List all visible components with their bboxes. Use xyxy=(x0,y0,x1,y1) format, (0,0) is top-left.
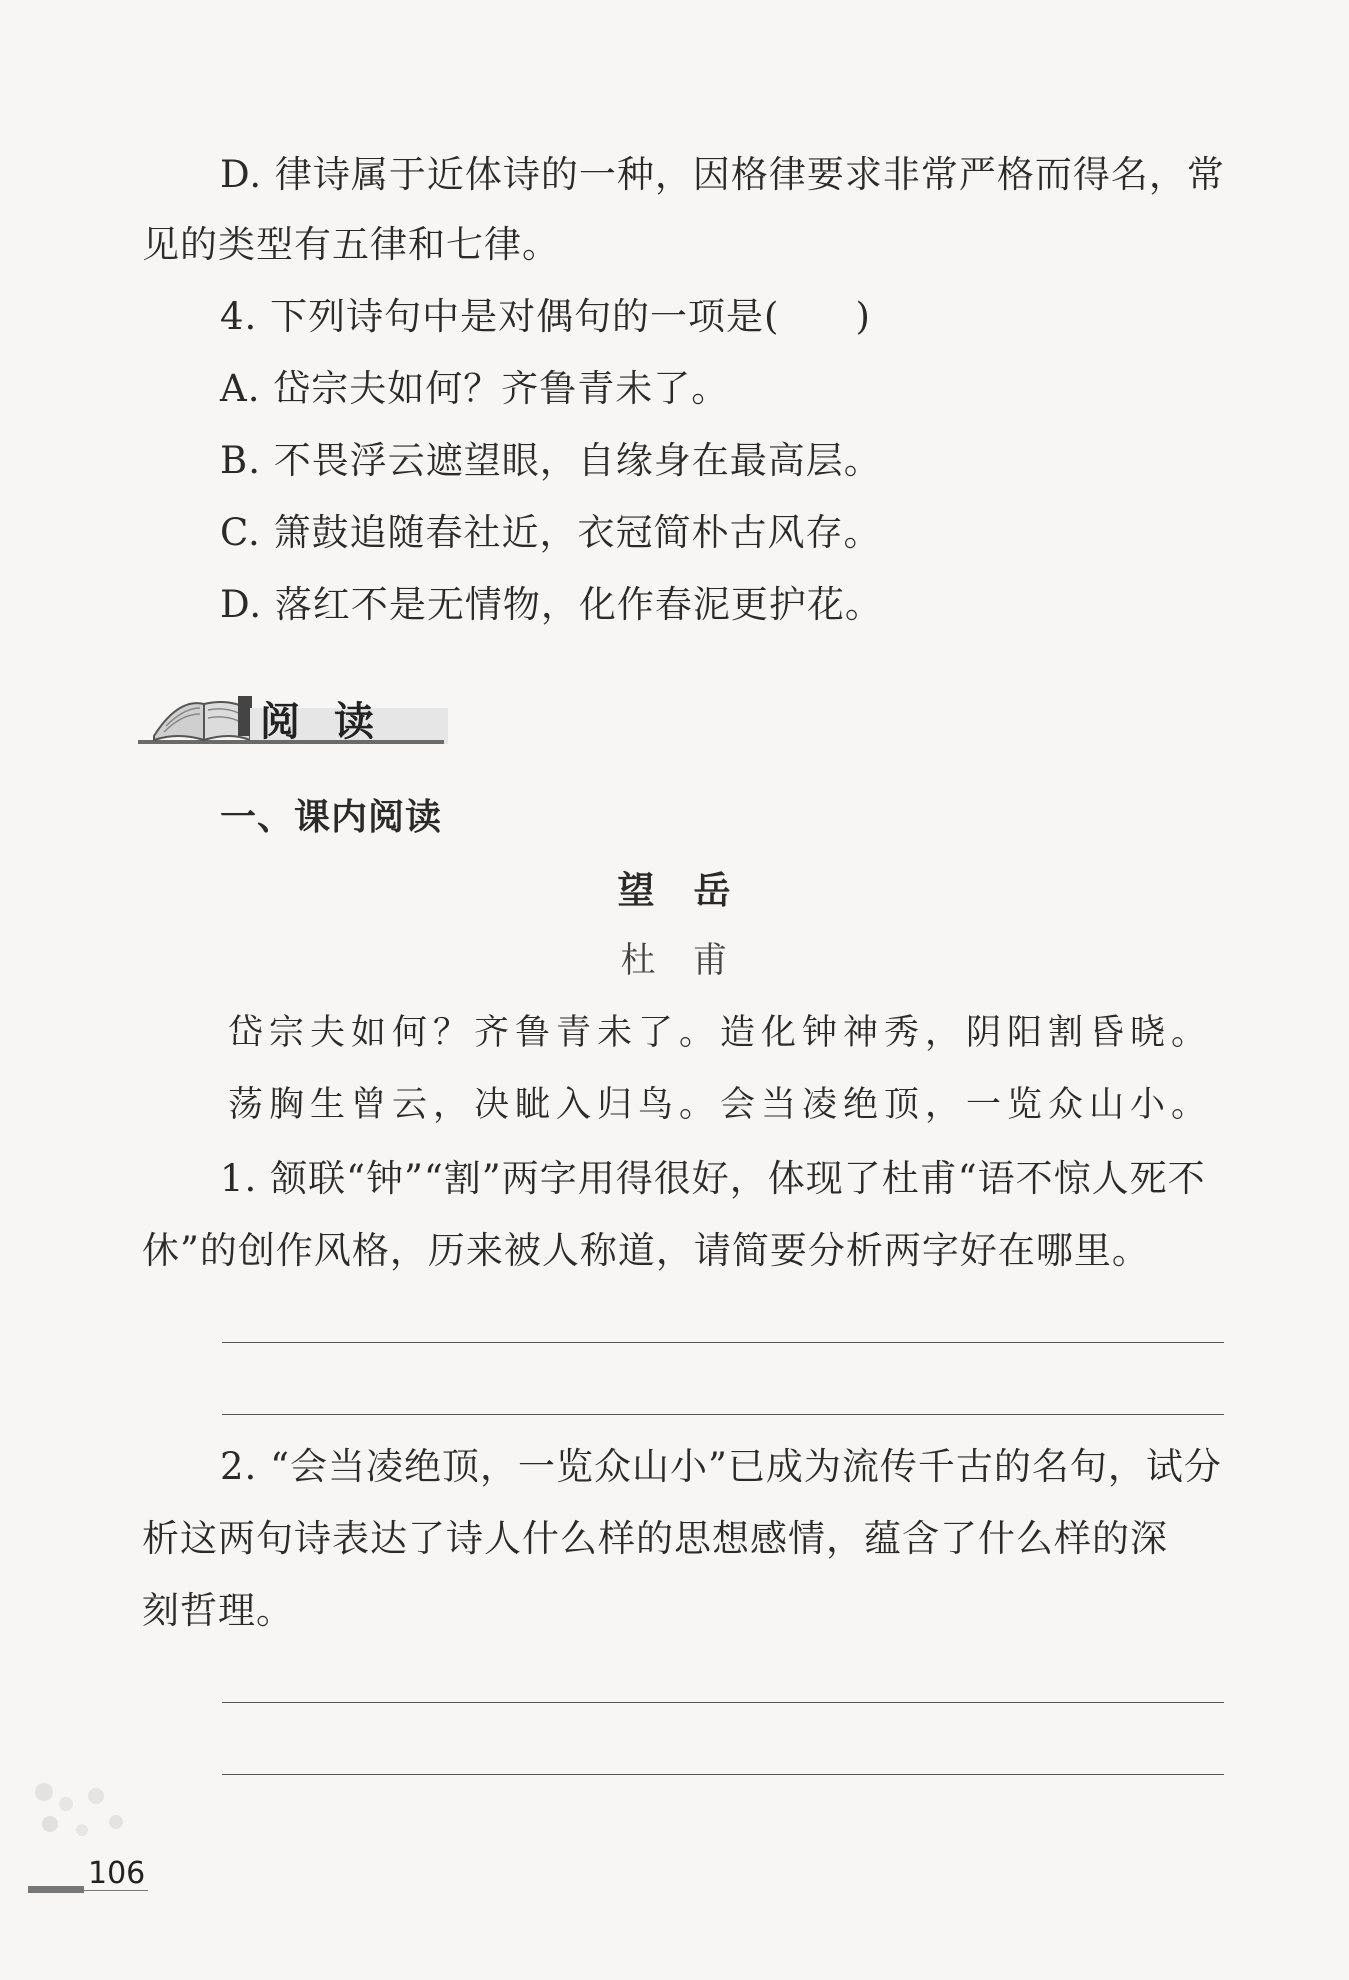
page-number: 106 xyxy=(88,1856,146,1891)
section-title: 阅读 xyxy=(260,699,408,745)
answer-line[interactable] xyxy=(222,1702,1224,1703)
q3-option-d-line2: 见的类型有五律和七律。 xyxy=(142,223,560,266)
q4-stem: 4. 下列诗句中是对偶句的一项是( ) xyxy=(220,295,871,338)
page-number-bar xyxy=(28,1886,84,1893)
answer-line[interactable] xyxy=(222,1342,1224,1343)
q2-line1: 2. “会当凌绝顶，一览众山小”已成为流传千古的名句，试分 xyxy=(220,1445,1222,1488)
poem-title: 望 岳 xyxy=(617,869,732,912)
reading-section-header xyxy=(138,688,448,748)
poem-line-1: 岱宗夫如何？齐鲁青未了。造化钟神秀，阴阳割昏晓。 xyxy=(228,1013,1213,1053)
q4-option-b: B. 不畏浮云遮望眼，自缘身在最高层。 xyxy=(220,439,882,482)
q4-option-d: D. 落红不是无情物，化作春泥更护花。 xyxy=(220,583,883,626)
poem-line-2: 荡胸生曾云，决眦入归鸟。会当凌绝顶，一览众山小。 xyxy=(228,1085,1213,1125)
q1-line2: 休”的创作风格，历来被人称道，请简要分析两字好在哪里。 xyxy=(142,1229,1150,1272)
answer-line[interactable] xyxy=(222,1774,1224,1775)
q4-option-c: C. 箫鼓追随春社近，衣冠简朴古风存。 xyxy=(220,511,882,554)
subheading: 一、课内阅读 xyxy=(220,797,443,838)
q3-option-d-line1: D. 律诗属于近体诗的一种，因格律要求非常严格而得名，常 xyxy=(220,153,1225,196)
q4-option-a: A. 岱宗夫如何？齐鲁青未了。 xyxy=(220,367,730,410)
answer-line[interactable] xyxy=(222,1414,1224,1415)
q1-line1: 1. 颔联“钟”“割”两字用得很好，体现了杜甫“语不惊人死不 xyxy=(220,1157,1206,1200)
q2-line2: 析这两句诗表达了诗人什么样的思想感情，蕴含了什么样的深 xyxy=(142,1517,1168,1560)
poem-author: 杜 甫 xyxy=(620,941,729,981)
corner-decoration-icon xyxy=(26,1778,136,1848)
q2-line3: 刻哲理。 xyxy=(142,1589,294,1632)
